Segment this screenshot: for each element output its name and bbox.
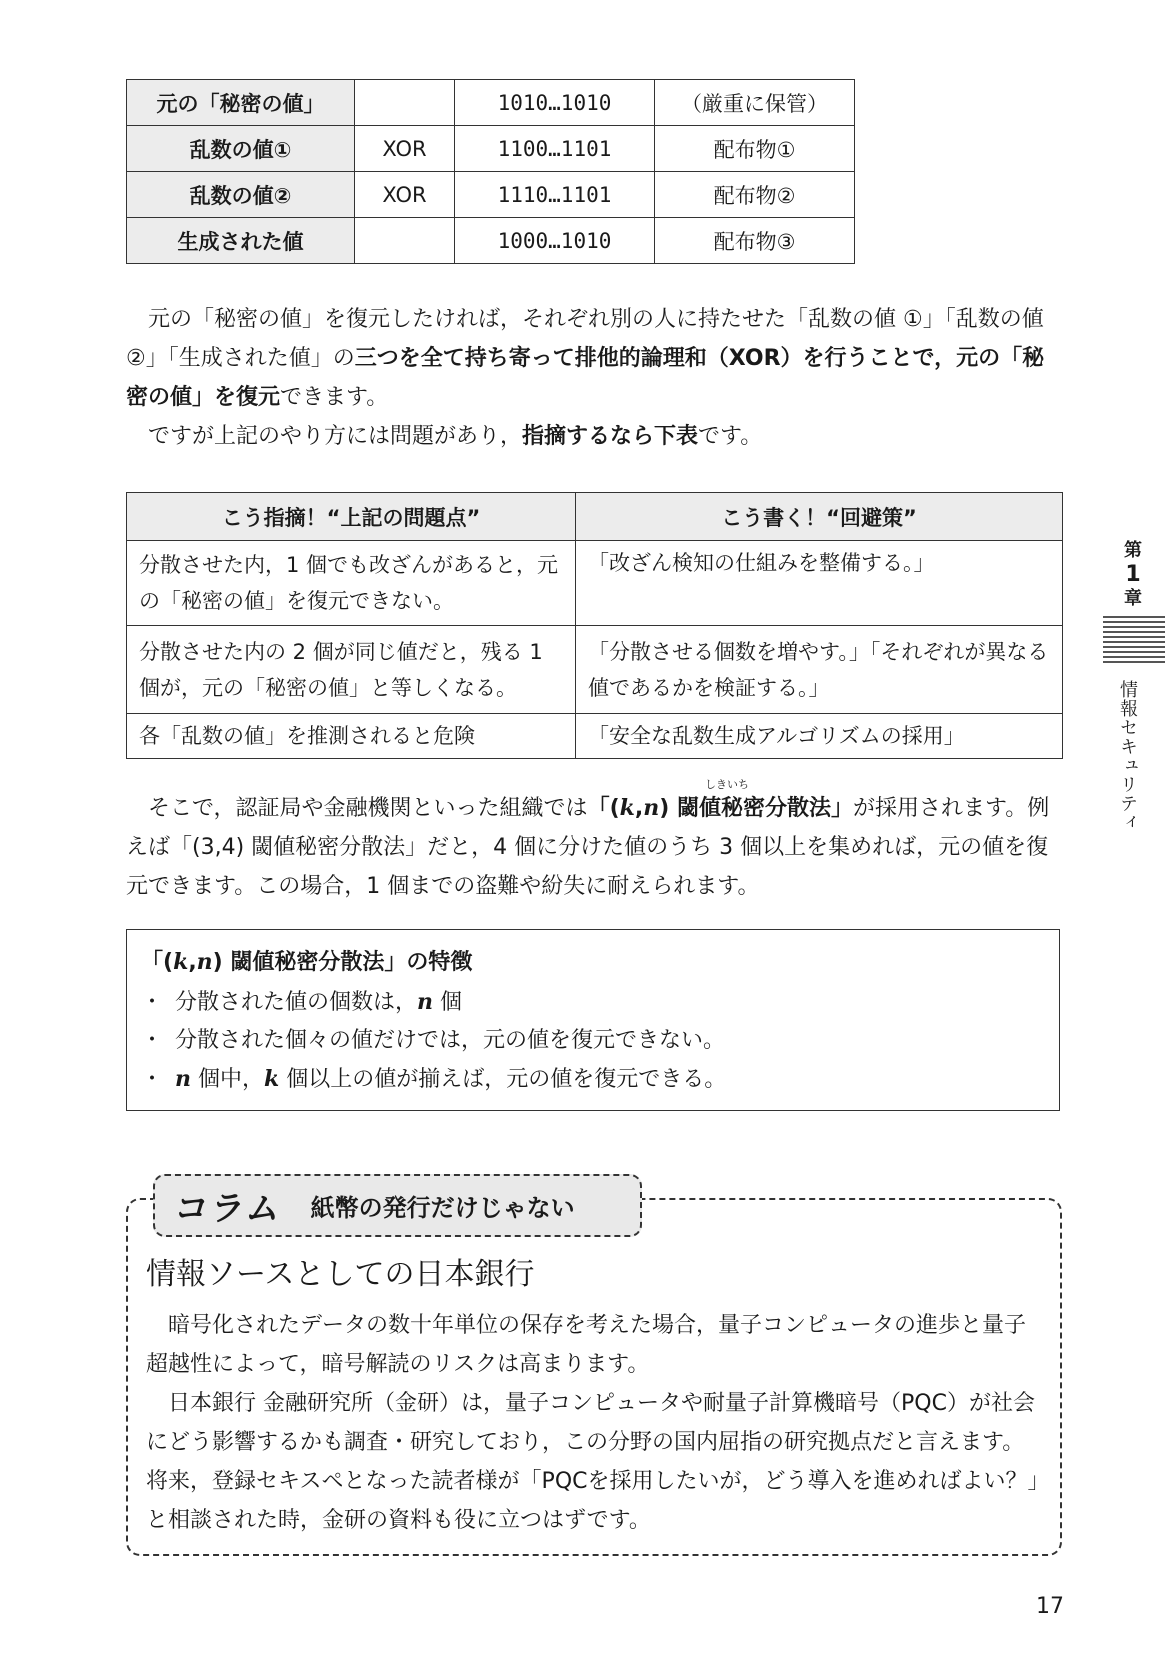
column-header-fix: こう書く！“回避策” — [576, 493, 1063, 541]
list-item: ・ 分散された値の個数は，n 個 — [141, 989, 463, 1015]
table-row — [127, 541, 1063, 626]
cell-problem: 各「乱数の値」を推測されると危険 — [127, 714, 576, 759]
problem-table — [126, 492, 1063, 759]
table-row — [127, 126, 855, 172]
table-row — [127, 80, 855, 126]
row-label: 乱数の値② — [127, 172, 355, 218]
cell-problem: 分散させた内，1 個でも改ざんがあると，元の「秘密の値」を復元できない。 — [127, 541, 576, 626]
column-label: コラム — [171, 1189, 285, 1229]
table-row — [127, 626, 1063, 714]
paragraph-problem: ですが上記のやり方には問題があり，指摘するなら下表です。 — [148, 424, 763, 449]
chapter-marker: 第 1 章 — [1124, 540, 1142, 609]
row-label: 元の「秘密の値」 — [127, 80, 355, 126]
features-title: 「(k,n) 閾値秘密分散法」の特徴 — [141, 949, 473, 975]
list-item: ・ 分散された個々の値だけでは，元の値を復元できない。 — [141, 1028, 726, 1053]
list-item: ・ n 個中，k 個以上の値が揃えば，元の値を復元できる。 — [141, 1066, 727, 1092]
row-note: 配布物③ — [655, 218, 855, 264]
row-label: 乱数の値① — [127, 126, 355, 172]
row-note: 配布物② — [655, 172, 855, 218]
cell-fix: 「改ざん検知の仕組みを整備する。」 — [576, 541, 1063, 626]
chapter-stripes — [1103, 616, 1165, 666]
chapter-label: 情報セキュリティ — [1117, 680, 1138, 832]
column-header — [153, 1174, 642, 1237]
table-row — [127, 218, 855, 264]
paragraph-threshold: そこで，認証局や金融機関といった組織では「(k,n) 閾値秘密分散法」が採用されます。例えば「(3,4) 閾値秘密分散法」だと，4 個に分けた値のうち 3 個以上を集めれば，元の値を復元できます。この場合，1 個までの盗難や紛失に耐えられます。 — [126, 795, 1050, 899]
features-box — [126, 929, 1060, 1111]
row-value: 1000…1010 — [455, 218, 655, 264]
row-value: 1100…1101 — [455, 126, 655, 172]
xor-table — [126, 79, 855, 264]
row-value: 1010…1010 — [455, 80, 655, 126]
column-paragraph: 暗号化されたデータの数十年単位の保存を考えた場合，量子コンピュータの進歩と量子超越性によって，暗号解読のリスクは高まります。 — [146, 1313, 1027, 1377]
cell-fix: 「分散させる個数を増やす。」「それぞれが異なる値であるかを検証する。」 — [576, 626, 1063, 714]
row-op: XOR — [355, 126, 455, 172]
cell-fix: 「安全な乱数生成アルゴリズムの採用」 — [576, 714, 1063, 759]
table-header-row — [127, 493, 1063, 541]
row-op — [355, 218, 455, 264]
row-note: 配布物① — [655, 126, 855, 172]
ruby-shikiichi: しきいち — [705, 778, 749, 791]
row-op — [355, 80, 455, 126]
column-subtitle: 情報ソースとしての日本銀行 — [146, 1257, 535, 1292]
row-label: 生成された値 — [127, 218, 355, 264]
row-op: XOR — [355, 172, 455, 218]
row-value: 1110…1101 — [455, 172, 655, 218]
table-row — [127, 172, 855, 218]
row-note: （厳重に保管） — [655, 80, 855, 126]
column-paragraph: 日本銀行 金融研究所（金研）は，量子コンピュータや耐量子計算機暗号（PQC）が社会にどう影響するかも調査・研究しており，この分野の国内屈指の研究拠点だと言えます。将来，登録セキスペとなった読者様が「PQCを採用したいが，どう導入を進めればよい？」と相談された時，金研の資料も役に立つはずです。 — [146, 1391, 1039, 1533]
paragraph-restore: 元の「秘密の値」を復元したければ，それぞれ別の人に持たせた「乱数の値 ①」「乱数の値 ②」「生成された値」の三つを全て持ち寄って排他的論理和（XOR）を行うことで，元の「秘密の値」を復元できます。 — [126, 307, 1045, 410]
cell-problem: 分散させた内の 2 個が同じ値だと，残る 1 個が，元の「秘密の値」と等しくなる。 — [127, 626, 576, 714]
column-header-problem: こう指摘！“上記の問題点” — [127, 493, 576, 541]
table-row — [127, 714, 1063, 759]
page-number: 17 — [1036, 1594, 1064, 1619]
column-title: 紙幣の発行だけじゃない — [310, 1194, 575, 1222]
